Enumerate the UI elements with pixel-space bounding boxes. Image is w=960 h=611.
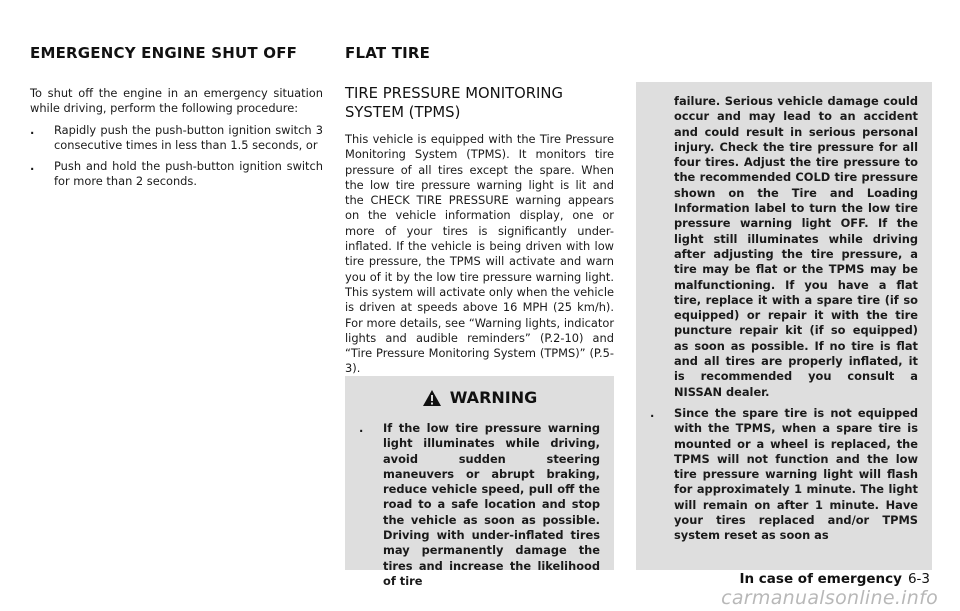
warning-text: If the low tire pressure warning light illuminates while driving, avoid sudden steering maneuvers or abrupt braking, reduce vehicle speed, pull off the road to a safe location and stop the vehicle as soon as possible. Driving with under-inflated tires may permanently damage the tires and increase the likelihood of tire: [383, 421, 600, 588]
watermark: carmanualsonline.info: [721, 587, 938, 609]
warning-box: [345, 376, 614, 588]
warning-box-continued: [636, 82, 932, 570]
tpms-subheading: TIRE PRESSURE MONITORING SYSTEM (TPMS): [345, 85, 563, 121]
list-item: [359, 421, 600, 589]
warning-triangle-icon: [422, 389, 442, 407]
bullet-text: Rapidly push the push-button ignition switch 3 consecutive times in less than 1.5 seconds, or: [54, 122, 323, 152]
bullet-dot: .: [30, 159, 35, 174]
bullet-spacer: [650, 94, 674, 400]
bullet-dot: .: [359, 421, 364, 435]
section-title-emergency-shutoff: EMERGENCY ENGINE SHUT OFF: [30, 44, 298, 62]
bullet-dot: .: [650, 405, 655, 420]
warning-title: WARNING: [449, 388, 538, 407]
list-item: [650, 406, 918, 544]
bullet-dot: .: [30, 122, 35, 137]
tpms-body: This vehicle is equipped with the Tire Pressure Monitoring System (TPMS). It monitors tire pressure of all tires except the spare. When the low tire pressure warning light is lit and the CHECK TIRE PRESSURE warning appears on the vehicle information display, one or more of your tires is significantly under-inflated. If the vehicle is being driven with low tire pressure, the TPMS will activate and warn you of it by the low tire pressure warning light. This system will activate only when the vehicle is driven at speeds above 16 MPH (25 km/h). For more details, see “Warning lights, indicator lights and audible reminders” (P.2-10) and “Tire Pressure Monitoring System (TPMS)” (P.5-3).: [345, 132, 614, 376]
column-2: [345, 84, 614, 377]
section-title-flat-tire: FLAT TIRE: [345, 44, 431, 62]
warning-body: [359, 421, 600, 589]
warning-header: [345, 388, 614, 407]
page-number: 6-3: [907, 571, 930, 587]
warning-text: Since the spare tire is not equipped with the TPMS, when a spare tire is mounted or a wheel is replaced, the TPMS will not function and the low tire pressure warning light will flash for approximately 1 minute. The light will remain on after 1 minute. Have your tires replaced and/or TPMS system reset as soon as: [674, 405, 918, 543]
column-1: [30, 86, 323, 190]
bullet-text: Push and hold the push-button ignition switch for more than 2 seconds.: [54, 159, 323, 189]
footer-section: In case of emergency: [739, 571, 902, 587]
list-item: [30, 123, 323, 154]
warning-body: [650, 94, 918, 544]
list-item: [30, 159, 323, 190]
page-footer: [739, 571, 930, 587]
intro-paragraph: To shut off the engine in an emergency situation while driving, perform the following procedure:: [30, 86, 323, 116]
list-item: [650, 94, 918, 400]
warning-text: failure. Serious vehicle damage could occur and may lead to an accident and could result in serious personal injury. Check the tire pressure for all four tires. Adjust the tire pressure to the recommended COLD tire pressure shown on the Tire and Loading Information label to turn the low tire pressure warning light OFF. If the light still illuminates while driving after adjusting the tire pressure, a tire may be flat or the TPMS may be malfunctioning. If you have a flat tire, replace it with a spare tire (if so equipped) or repair it with the tire puncture repair kit (if so equipped) as soon as possible. If no tire is flat and all tires are properly inflated, it is recommended you consult a NISSAN dealer.: [674, 94, 918, 399]
